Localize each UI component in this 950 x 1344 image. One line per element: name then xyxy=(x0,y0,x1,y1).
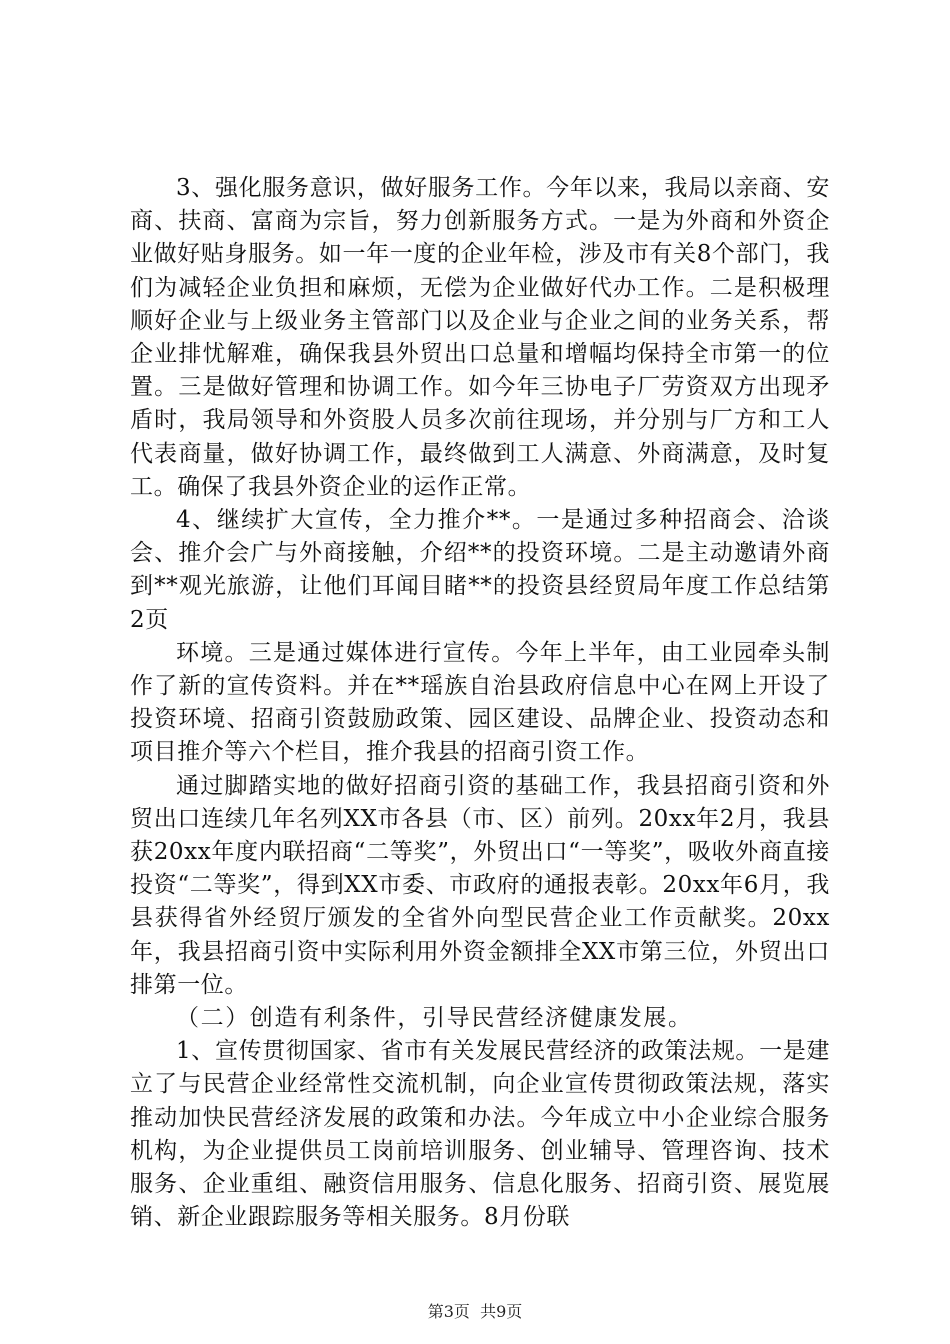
paragraph-publicity: 4、继续扩大宣传，全力推介**。一是通过多种招商会、洽谈会、推介会广与外商接触，介绍**的投资环境。二是主动邀请外商到**观光旅游，让他们耳闻目睹**的投资县经贸局年度工作总结第2页 xyxy=(130,507,830,633)
paragraph-policy-promotion: 1、宣传贯彻国家、省市有关发展民营经济的政策法规。一是建立了与民营企业经常性交流机制，向企业宣传贯彻政策法规，落实推动加快民营经济发展的政策和办法。今年成立中小企业综合服务机构，为企业提供员工岗前培训服务、创业辅导、管理咨询、技术服务、企业重组、融资信用服务、信息化服务、招商引资、展览展销、新企业跟踪服务等相关服务。8月份联 xyxy=(130,1038,830,1231)
paragraph-achievements: 通过脚踏实地的做好招商引资的基础工作，我县招商引资和外贸出口连续几年名列XX市各县（市、区）前列。20xx年2月，我县获20xx年度内联招商“二等奖”，外贸出口“一等奖”，吸收外商直接投资“二等奖”，得到XX市委、市政府的通报表彰。20xx年6月，我县获得省外经贸厅颁发的全省外向型民营企业工作贡献奖。20xx年，我县招商引资中实际利用外资金额排全XX市第三位，外贸出口排第一位。 xyxy=(130,772,830,998)
paragraph-environment: 环境。三是通过媒体进行宣传。今年上半年，由工业园牵头制作了新的宣传资料。并在**瑶族自治县政府信息中心在网上开设了投资环境、招商引资鼓励政策、园区建设、品牌企业、投资动态和项目推介等六个栏目，推介我县的招商引资工作。 xyxy=(130,639,830,766)
document-body xyxy=(130,172,830,1235)
paragraph-service-awareness: 3、强化服务意识，做好服务工作。今年以来，我局以亲商、安商、扶商、富商为宗旨，努力创新服务方式。一是为外商和外资企业做好贴身服务。如一年一度的企业年检，涉及市有关8个部门，我们为减轻企业负担和麻烦，无偿为企业做好代办工作。二是积极理顺好企业与上级业务主管部门以及企业与企业之间的业务关系，帮企业排忧解难，确保我县外贸出口总量和增幅均保持全市第一的位置。三是做好管理和协调工作。如今年三协电子厂劳资双方出现矛盾时，我局领导和外资股人员多次前往现场，并分别与厂方和工人代表商量，做好协调工作，最终做到工人满意、外商满意，及时复工。确保了我县外资企业的运作正常。 xyxy=(130,175,830,500)
page-number-footer: 第3页 共9页 xyxy=(427,1302,523,1321)
section-heading-private-economy: （二）创造有利条件，引导民营经济健康发展。 xyxy=(176,1005,693,1032)
